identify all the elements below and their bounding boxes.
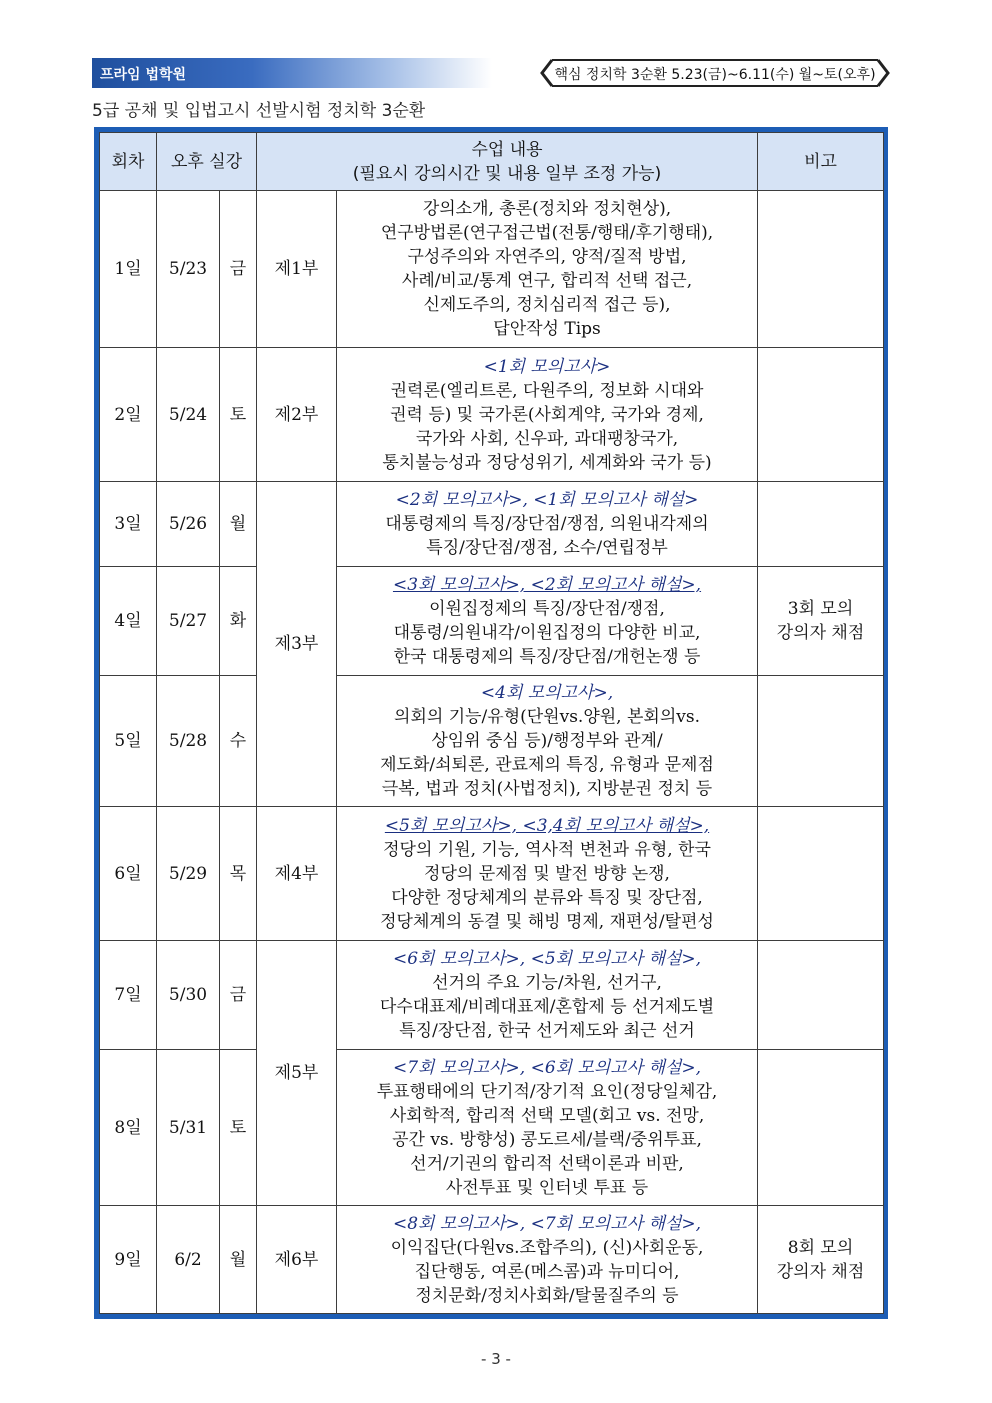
content-line: 국가와 사회, 신우파, 과대팽창국가, [415,428,679,449]
table-row [100,348,884,482]
content-cell [337,482,758,567]
content-line: 정당의 기원, 기능, 역사적 변천과 유형, 한국 [383,839,711,860]
weekday-cell: 수 [220,676,257,807]
content-line: 집단행동, 여론(메스콤)과 뉴미디어, [414,1261,680,1282]
course-banner-text: 핵심 정치학 3순환 5.23(금)~6.11(수) 월~토(오후) [554,67,876,83]
part-cell: 제4부 [257,807,337,941]
content-line: 상임위 중심 등)/행정부와 관계/ [431,731,663,751]
content-line: 구성주의와 자연주의, 양적/질적 방법, [407,247,687,267]
header-content-title: 수업 내용 [471,139,543,160]
content-line: 제도화/쇠퇴론, 관료제의 특징, 유형과 문제점 [380,755,714,775]
content-line: 답안작성 Tips [493,319,601,339]
content-cell [337,348,758,482]
table-row [100,567,884,676]
session-cell: 9일 [100,1206,157,1314]
content-line: 특징/장단점, 한국 선거제도와 최근 선거 [399,1021,695,1041]
table-row [100,482,884,567]
page-number: - 3 - [481,1350,511,1368]
content-cell [337,941,758,1050]
content-line: 정당체계의 동결 및 해빙 명제, 재편성/탈편성 [380,911,714,932]
header-content-note: (필요시 강의시간 및 내용 일부 조정 가능) [352,163,662,184]
exam-line: <3회 모의고사>, <2회 모의고사 해설>, [392,575,702,595]
academy-name: 프라임 법학원 [100,67,187,83]
date-cell: 5/24 [157,348,220,482]
content-line: 다수대표제/비례대표제/혼합제 등 선거제도별 [379,997,715,1017]
content-line: 통치불능성과 정당성위기, 세계화와 국가 등) [382,452,712,473]
header-session: 회차 [100,133,157,191]
content-line: 공간 vs. 방향성) 콩도르세/블랙/중위투표, [392,1129,702,1150]
date-cell: 5/26 [157,482,220,567]
date-cell: 5/30 [157,941,220,1050]
table-row [100,191,884,348]
content-cell [337,191,758,348]
content-line: 의회의 기능/유형(단원vs.양원, 본회의vs. [394,707,700,727]
part-cell: 제1부 [257,191,337,348]
header-note: 비고 [758,133,884,191]
table-row [100,807,884,941]
weekday-cell: 금 [220,941,257,1050]
content-line: 신제도주의, 정치심리적 접근 등), [423,295,671,315]
exam-line: <4회 모의고사>, [480,683,614,703]
session-cell: 7일 [100,941,157,1050]
content-line: 권력 등) 및 국가론(사회계약, 국가와 경제, [390,404,704,425]
content-line: 특징/장단점/쟁점, 소수/연립정부 [426,538,668,558]
note-cell [758,941,884,1050]
content-cell [337,1050,758,1206]
schedule-table [99,132,884,1314]
content-cell [337,1206,758,1314]
session-cell: 6일 [100,807,157,941]
content-cell [337,807,758,941]
part-cell: 제3부 [257,482,337,807]
content-cell [337,567,758,676]
table-row [100,1206,884,1314]
content-line: 선거의 주요 기능/차원, 선거구, [432,973,662,993]
weekday-cell: 화 [220,567,257,676]
note-line: 강의자 채점 [776,623,865,643]
note-cell [758,348,884,482]
exam-line: <5회 모의고사>, <3,4회 모의고사 해설>, [384,815,710,836]
content-line: 권력론(엘리트론, 다원주의, 정보화 시대와 [390,380,704,401]
note-cell [758,191,884,348]
note-cell [758,1050,884,1206]
weekday-cell: 토 [220,348,257,482]
header-content [257,133,758,191]
note-cell [758,482,884,567]
content-line: 한국 대통령제의 특징/장단점/개헌논쟁 등 [393,647,701,667]
date-cell: 5/28 [157,676,220,807]
session-cell: 8일 [100,1050,157,1206]
content-line: 이익집단(다원vs.조합주의), (신)사회운동, [390,1237,704,1258]
note-line: 8회 모의 [787,1237,854,1258]
note-line: 강의자 채점 [776,1261,865,1282]
date-cell: 5/27 [157,567,220,676]
document-subtitle: 5급 공채 및 입법고시 선발시험 정치학 3순환 [92,101,426,121]
content-line: 정치문화/정치사회화/탈물질주의 등 [415,1285,679,1306]
note-cell [758,1206,884,1314]
course-banner [538,58,892,88]
exam-line: <8회 모의고사>, <7회 모의고사 해설>, [392,1213,702,1234]
exam-line: <2회 모의고사>, <1회 모의고사 해설> [395,490,699,510]
session-cell: 1일 [100,191,157,348]
table-header-row [100,133,884,191]
weekday-cell: 금 [220,191,257,348]
part-cell: 제2부 [257,348,337,482]
date-cell: 5/31 [157,1050,220,1206]
note-cell [758,567,884,676]
academy-label [92,58,492,88]
content-line: 사례/비교/통계 연구, 합리적 선택 접근, [401,271,693,291]
content-line: 강의소개, 총론(정치와 정치현상), [422,199,672,219]
part-cell: 제5부 [257,941,337,1206]
content-line: 이원집정제의 특징/장단점/쟁점, [429,599,665,619]
content-line: 선거/기권의 합리적 선택이론과 비판, [410,1153,684,1174]
content-cell [337,676,758,807]
part-cell: 제6부 [257,1206,337,1314]
header-afternoon: 오후 실강 [157,133,257,191]
content-line: 대통령제의 특징/장단점/쟁점, 의원내각제의 [385,514,709,534]
content-line: 투표행태에의 단기적/장기적 요인(정당일체감, [376,1081,718,1102]
date-cell: 6/2 [157,1206,220,1314]
table-row [100,676,884,807]
content-line: 대통령/의원내각/이원집정의 다양한 비교, [393,623,701,643]
exam-line: <7회 모의고사>, <6회 모의고사 해설>, [392,1057,702,1078]
content-line: 다양한 정당체계의 분류와 특징 및 장단점, [391,887,703,908]
table-row [100,941,884,1050]
content-line: 연구방법론(연구접근법(전통/행태/후기행태), [380,223,714,243]
exam-line: <1회 모의고사> [483,356,611,377]
content-line: 사회학적, 합리적 선택 모델(회고 vs. 전망, [389,1105,705,1126]
weekday-cell: 목 [220,807,257,941]
table-row [100,1050,884,1206]
weekday-cell: 월 [220,482,257,567]
date-cell: 5/23 [157,191,220,348]
schedule-table-frame [94,127,888,1319]
content-line: 사전투표 및 인터넷 투표 등 [445,1177,649,1198]
exam-line: <6회 모의고사>, <5회 모의고사 해설>, [392,949,702,969]
note-cell [758,807,884,941]
note-line: 3회 모의 [787,599,854,619]
content-line: 극복, 법과 정치(사법정치), 지방분권 정치 등 [381,779,713,799]
session-cell: 4일 [100,567,157,676]
date-cell: 5/29 [157,807,220,941]
session-cell: 2일 [100,348,157,482]
session-cell: 3일 [100,482,157,567]
content-line: 정당의 문제점 및 발전 방향 논쟁, [424,863,670,884]
note-cell [758,676,884,807]
session-cell: 5일 [100,676,157,807]
weekday-cell: 토 [220,1050,257,1206]
weekday-cell: 월 [220,1206,257,1314]
